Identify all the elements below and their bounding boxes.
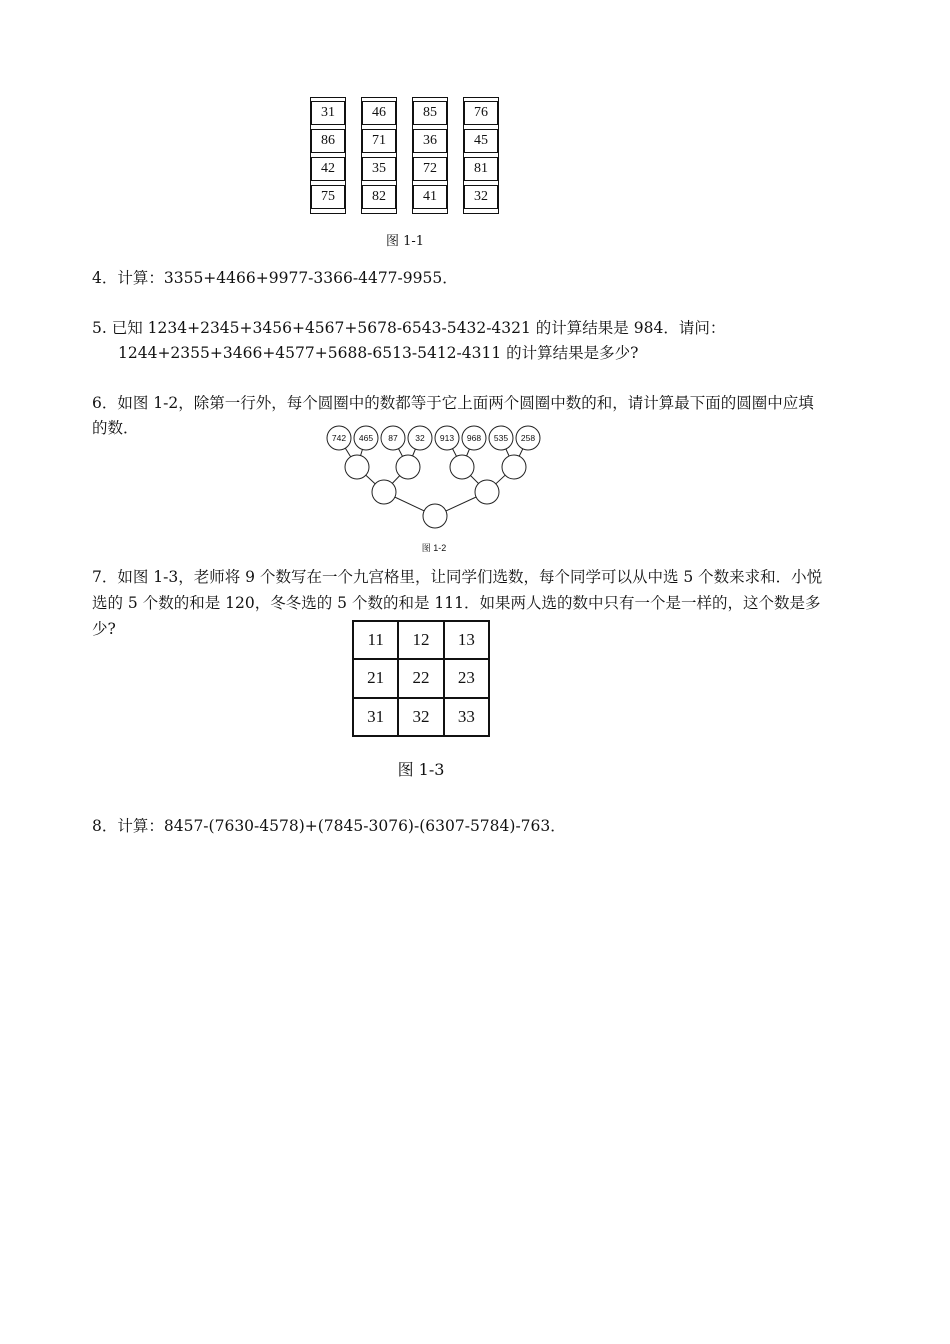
fig1-1-cell: 45 (464, 129, 498, 153)
fig1-1-cell: 32 (464, 185, 498, 209)
fig1-1-cell: 71 (362, 129, 396, 153)
grid-cell: 11 (353, 621, 398, 659)
grid-cell: 32 (398, 698, 443, 736)
fig1-2-circle-empty (345, 455, 369, 479)
problem-7-line-3: 少? (92, 620, 116, 638)
problem-5-line-2: 1244+2355+3466+4577+5688-6513-5412-4311 的计算结果是多少? (118, 344, 639, 362)
grid-cell: 23 (444, 659, 489, 697)
fig1-2-value: 87 (388, 433, 398, 443)
problem-4: 4．计算：3355+4466+9977-3366-4477-9955． (92, 269, 458, 287)
figure-1-3-grid (352, 620, 490, 737)
fig1-1-cell: 85 (413, 101, 447, 125)
fig1-1-cell: 81 (464, 157, 498, 181)
fig1-2-value: 258 (520, 433, 536, 443)
fig1-2-value: 913 (439, 433, 455, 443)
fig1-2-circle-empty (450, 455, 474, 479)
problem-5-line-1: 5. 已知 1234+2345+3456+4567+5678-6543-5432-4321 的计算结果是 984．请问： (92, 319, 726, 337)
problem-8: 8．计算：8457-(7630-4578)+(7845-3076)-(6307-5784)-763． (92, 817, 566, 835)
grid-cell: 13 (444, 621, 489, 659)
fig1-1-column-2 (361, 97, 397, 214)
fig1-1-cell: 76 (464, 101, 498, 125)
grid-cell: 31 (353, 698, 398, 736)
fig1-2-circle-empty (475, 480, 499, 504)
fig1-1-cell: 36 (413, 129, 447, 153)
fig1-1-cell: 42 (311, 157, 345, 181)
fig1-2-value: 32 (415, 433, 425, 443)
fig1-2-value: 968 (466, 433, 482, 443)
fig1-2-circle-empty (396, 455, 420, 479)
figure-1-2 (320, 424, 550, 558)
problem-6-line-1: 6．如图 1-2，除第一行外，每个圆圈中的数都等于它上面两个圆圈中数的和，请计算最下面的圆圈中应填 (92, 394, 814, 412)
fig1-3-caption: 图 1-3 (397, 760, 445, 779)
fig1-1-cell: 72 (413, 157, 447, 181)
fig1-2-caption: 图 1-2 (421, 543, 447, 553)
problem-7-line-1: 7．如图 1-3，老师将 9 个数写在一个九宫格里，让同学们选数，每个同学可以从中选 5 个数来求和．小悦 (92, 568, 823, 586)
grid-cell: 33 (444, 698, 489, 736)
fig1-1-cell: 35 (362, 157, 396, 181)
fig1-2-circle-empty (372, 480, 396, 504)
fig1-1-caption: 图 1-1 (385, 234, 425, 249)
fig1-2-value: 742 (331, 433, 347, 443)
fig1-1-cell: 41 (413, 185, 447, 209)
grid-cell: 22 (398, 659, 443, 697)
fig1-1-cell: 46 (362, 101, 396, 125)
fig1-1-cell: 86 (311, 129, 345, 153)
grid-cell: 12 (398, 621, 443, 659)
fig1-2-value: 465 (358, 433, 374, 443)
fig1-2-circle-empty (502, 455, 526, 479)
fig1-1-column-4 (463, 97, 499, 214)
fig1-1-cell: 75 (311, 185, 345, 209)
problem-6-line-2: 的数． (92, 419, 139, 437)
grid-cell: 21 (353, 659, 398, 697)
fig1-1-column-1 (310, 97, 346, 214)
fig1-1-cell: 31 (311, 101, 345, 125)
fig1-1-cell: 82 (362, 185, 396, 209)
fig1-1-column-3 (412, 97, 448, 214)
problem-7-line-2: 选的 5 个数的和是 120，冬冬选的 5 个数的和是 111．如果两人选的数中只有一个是一样的，这个数是多 (92, 594, 821, 612)
fig1-2-circle-bottom (423, 504, 447, 528)
fig1-2-value: 535 (493, 433, 509, 443)
